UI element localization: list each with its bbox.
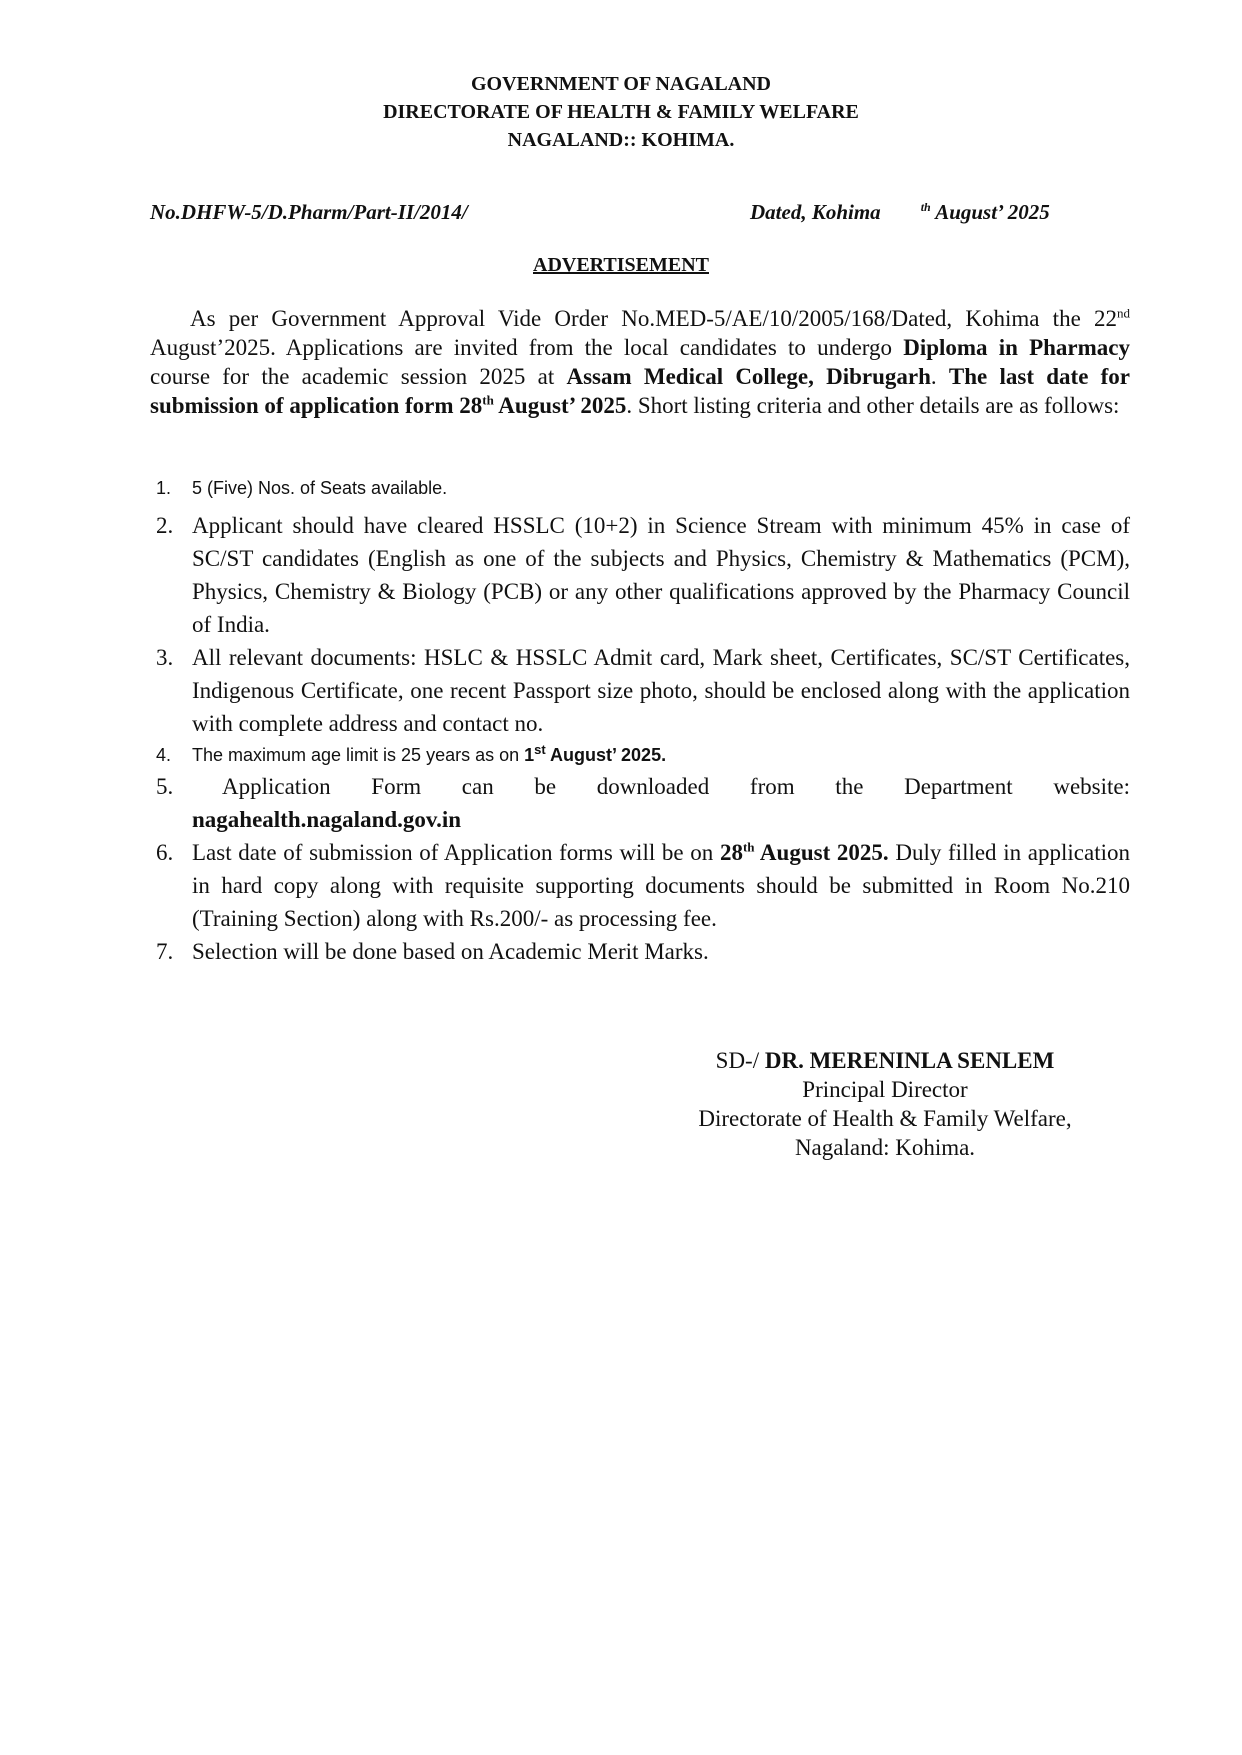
list-text: Applicant should have cleared HSSLC (10+2) in Science Stream with minimum 45% in case of SC/ST candidates (English as one of the subjects and Physics, Chemistry & Mathematics (PCM), Physics, Chemistry & Biology (PCB) or any other qualifications approved by the Pharmacy Council of India. bbox=[192, 513, 1130, 637]
department-website-link[interactable]: nagahealth.nagaland.gov.in bbox=[192, 807, 462, 832]
submission-month: August 2025. bbox=[754, 840, 889, 865]
list-item bbox=[150, 935, 1130, 968]
intro-text-2: August’2025. Applications are invited from the local candidates to undergo bbox=[150, 335, 904, 360]
signatory-office: Directorate of Health & Family Welfare, bbox=[698, 1106, 1072, 1131]
list-number: 3. bbox=[156, 645, 174, 670]
letterhead-government: GOVERNMENT OF NAGALAND bbox=[470, 73, 771, 95]
list-number: 5. bbox=[156, 774, 174, 799]
list-number: 6. bbox=[156, 840, 174, 865]
list-text: All relevant documents: HSLC & HSSLC Admit card, Mark sheet, Certificates, SC/ST Certificates, Indigenous Certificate, one recent Passport size photo, should be enclosed along with the application with complete address and contact no. bbox=[192, 645, 1130, 736]
list-text-continued: Duly filled in application in hard copy along with requisite supporting documents should be submitted in Room No.210 (Training Section) along with Rs.200/- as processing fee. bbox=[192, 840, 1130, 931]
signatory-designation: Principal Director bbox=[802, 1077, 968, 1102]
criteria-list bbox=[150, 472, 1130, 968]
list-text: Application Form can be downloaded from the Department website: bbox=[222, 774, 1130, 799]
list-text: 5 (Five) Nos. of Seats available. bbox=[192, 478, 448, 498]
intro-college: Assam Medical College, Dibrugarh bbox=[566, 364, 931, 389]
reference-number: No.DHFW-5/D.Pharm/Part-II/2014/ bbox=[150, 200, 468, 224]
signature-prefix: SD-/ bbox=[715, 1048, 765, 1073]
list-number: 4. bbox=[156, 745, 172, 765]
intro-course: Diploma in Pharmacy bbox=[903, 335, 1130, 360]
list-item bbox=[150, 836, 1130, 935]
submission-sup: th bbox=[742, 839, 755, 855]
reference-date bbox=[750, 200, 1050, 225]
list-text: The maximum age limit is 25 years as on bbox=[192, 745, 525, 765]
age-limit-sup: st bbox=[534, 742, 546, 757]
list-item bbox=[150, 472, 1130, 505]
list-text: Selection will be done based on Academic Merit Marks. bbox=[192, 939, 709, 964]
intro-last-date: The last date for submission of application form 28 bbox=[150, 364, 1131, 418]
list-item bbox=[150, 740, 1130, 770]
date-day-suffix: th bbox=[920, 200, 931, 214]
intro-paragraph bbox=[150, 304, 1130, 420]
age-limit-day: 1 bbox=[524, 745, 535, 765]
list-item bbox=[150, 641, 1130, 740]
list-item bbox=[150, 770, 1130, 836]
list-text: Last date of submission of Application forms will be on bbox=[192, 840, 720, 865]
signatory-name: DR. MERENINLA SENLEM bbox=[764, 1048, 1055, 1073]
list-number: 7. bbox=[156, 939, 174, 964]
date-prefix: Dated, Kohima bbox=[750, 200, 881, 224]
letterhead-place: NAGALAND:: KOHIMA. bbox=[507, 129, 735, 151]
intro-text-3: course for the academic session 2025 at bbox=[150, 364, 567, 389]
list-item bbox=[150, 509, 1130, 641]
letterhead-directorate: DIRECTORATE OF HEALTH & FAMILY WELFARE bbox=[383, 101, 859, 123]
signature-block bbox=[650, 1046, 1120, 1162]
list-number: 1. bbox=[156, 478, 172, 498]
date-month-year: August’ 2025 bbox=[935, 200, 1050, 224]
submission-day: 28 bbox=[719, 840, 743, 865]
list-number: 2. bbox=[156, 513, 174, 538]
letterhead bbox=[0, 70, 1242, 154]
signatory bbox=[650, 1046, 1120, 1075]
signatory-place: Nagaland: Kohima. bbox=[794, 1135, 976, 1160]
intro-text-1: As per Government Approval Vide Order No.MED-5/AE/10/2005/168/Dated, Kohima the 22 bbox=[190, 306, 1117, 331]
age-limit-month: August’ 2025. bbox=[545, 745, 667, 765]
intro-sup-2: th bbox=[482, 392, 494, 408]
intro-last-date-month: August’ 2025 bbox=[493, 393, 627, 418]
intro-sup-1: nd bbox=[1117, 305, 1130, 321]
advertisement-title: ADVERTISEMENT bbox=[533, 254, 709, 276]
intro-text-4: . bbox=[930, 364, 949, 389]
intro-text-5: . Short listing criteria and other details are as follows: bbox=[626, 393, 1120, 418]
